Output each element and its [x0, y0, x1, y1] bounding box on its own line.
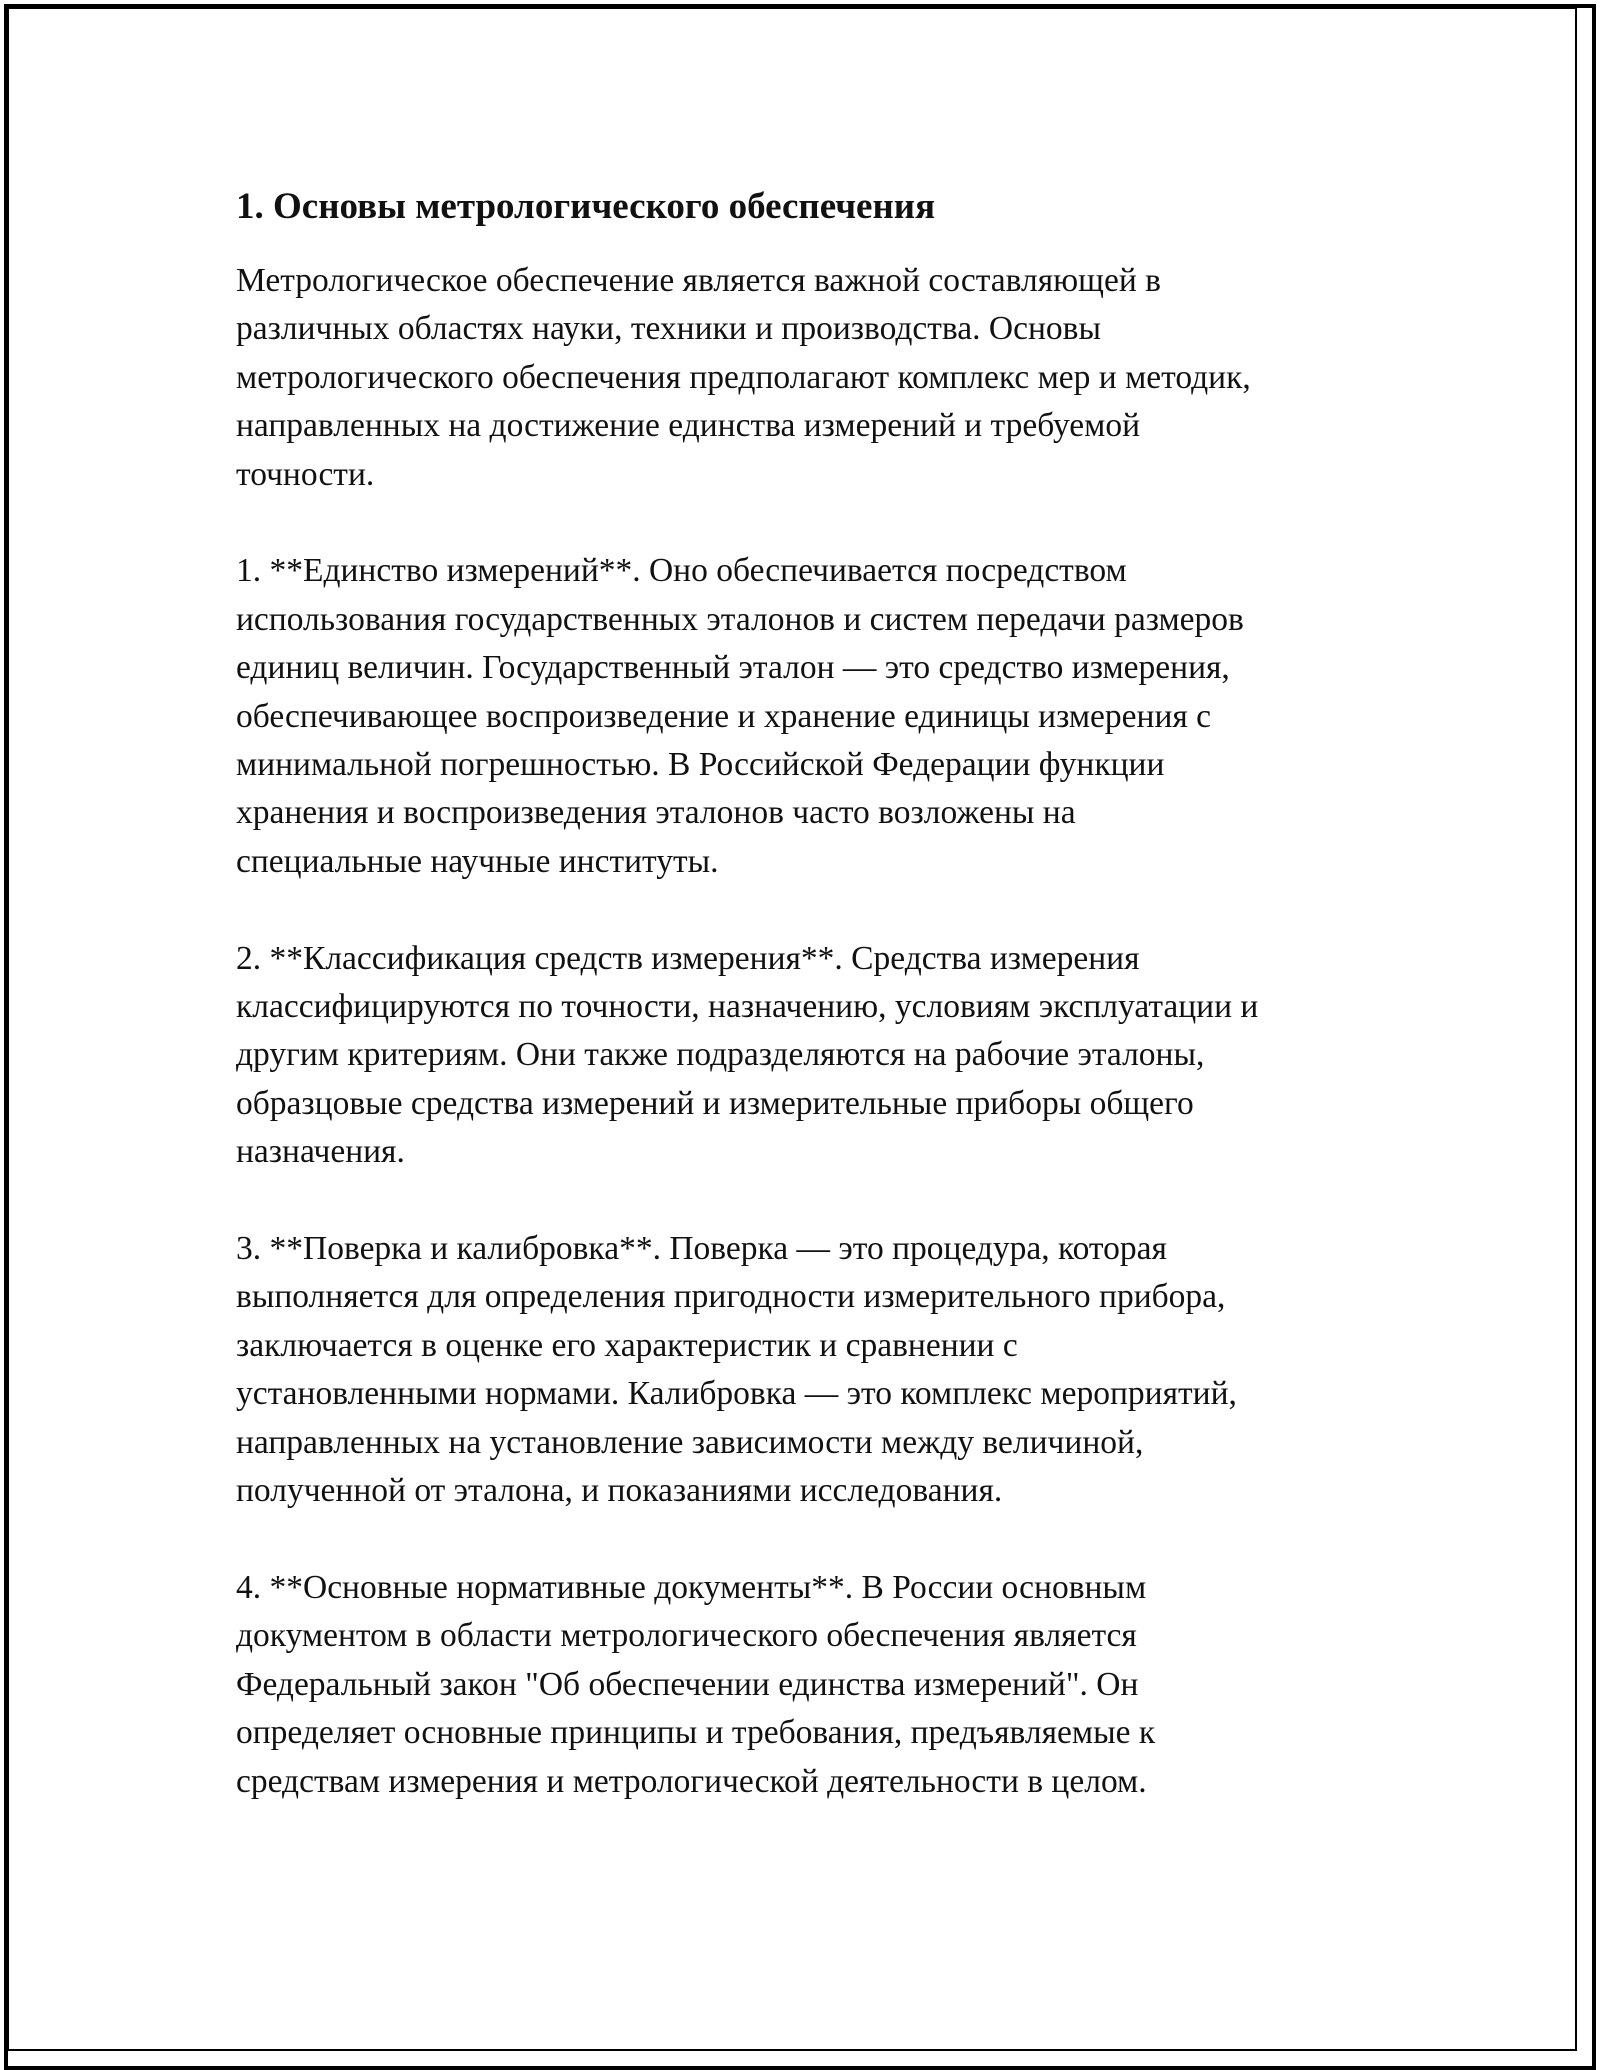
- document-body: [236, 183, 1376, 1806]
- text-line: Федеральный закон "Об обеспечении единства измерений". Он: [236, 1665, 1139, 1703]
- text-line: направленных на достижение единства измерений и требуемой: [236, 407, 1141, 445]
- text-line: различных областях науки, техники и производства. Основы: [236, 310, 1101, 348]
- text-line: средствам измерения и метрологической деятельности в целом.: [236, 1762, 1147, 1800]
- item-paragraph-1: [236, 547, 1376, 886]
- text-line: специальные научные институты.: [236, 842, 719, 880]
- text-line: полученной от эталона, и показаниями исследования.: [236, 1472, 1003, 1510]
- text-line: определяет основные принципы и требования, предъявляемые к: [236, 1714, 1156, 1752]
- item-paragraph-3: [236, 1225, 1376, 1515]
- section-heading: 1. Основы метрологического обеспечения: [236, 186, 936, 227]
- text-line: документом в области метрологического обеспечения является: [236, 1617, 1137, 1655]
- text-line: другим критериям. Они также подразделяются на рабочие эталоны,: [236, 1036, 1205, 1074]
- text-line: классифицируются по точности, назначению, условиям эксплуатации и: [236, 988, 1259, 1026]
- text-line: метрологического обеспечения предполагают комплекс мер и методик,: [236, 358, 1251, 396]
- text-line: выполняется для определения пригодности измерительного прибора,: [236, 1278, 1226, 1316]
- item-paragraph-4: [236, 1564, 1376, 1806]
- text-line: использования государственных эталонов и систем передачи размеров: [236, 600, 1244, 638]
- text-line: единиц величин. Государственный эталон — это средство измерения,: [236, 649, 1230, 687]
- text-line: 4. **Основные нормативные документы**. В России основным: [236, 1568, 1147, 1606]
- intro-paragraph: [236, 257, 1376, 499]
- text-line: 2. **Классификация средств измерения**. Средства измерения: [236, 939, 1140, 977]
- text-line: установленными нормами. Калибровка — это комплекс мероприятий,: [236, 1375, 1237, 1413]
- text-line: заключается в оценке его характеристик и сравнении с: [236, 1326, 1018, 1364]
- text-line: минимальной погрешностью. В Российской Федерации функции: [236, 746, 1165, 784]
- text-line: образцовые средства измерений и измерительные приборы общего: [236, 1084, 1194, 1122]
- text-line: назначения.: [236, 1133, 405, 1171]
- text-line: обеспечивающее воспроизведение и хранение единицы измерения с: [236, 697, 1212, 735]
- text-line: Метрологическое обеспечение является важной составляющей в: [236, 262, 1161, 299]
- text-line: хранения и воспроизведения эталонов часто возложены на: [236, 794, 1076, 832]
- text-line: направленных на установление зависимости между величиной,: [236, 1423, 1144, 1461]
- item-paragraph-2: [236, 935, 1376, 1177]
- text-line: 3. **Поверка и калибровка**. Поверка — это процедура, которая: [236, 1230, 1167, 1268]
- text-line: точности.: [236, 455, 375, 493]
- text-line: 1. **Единство измерений**. Оно обеспечивается посредством: [236, 552, 1127, 590]
